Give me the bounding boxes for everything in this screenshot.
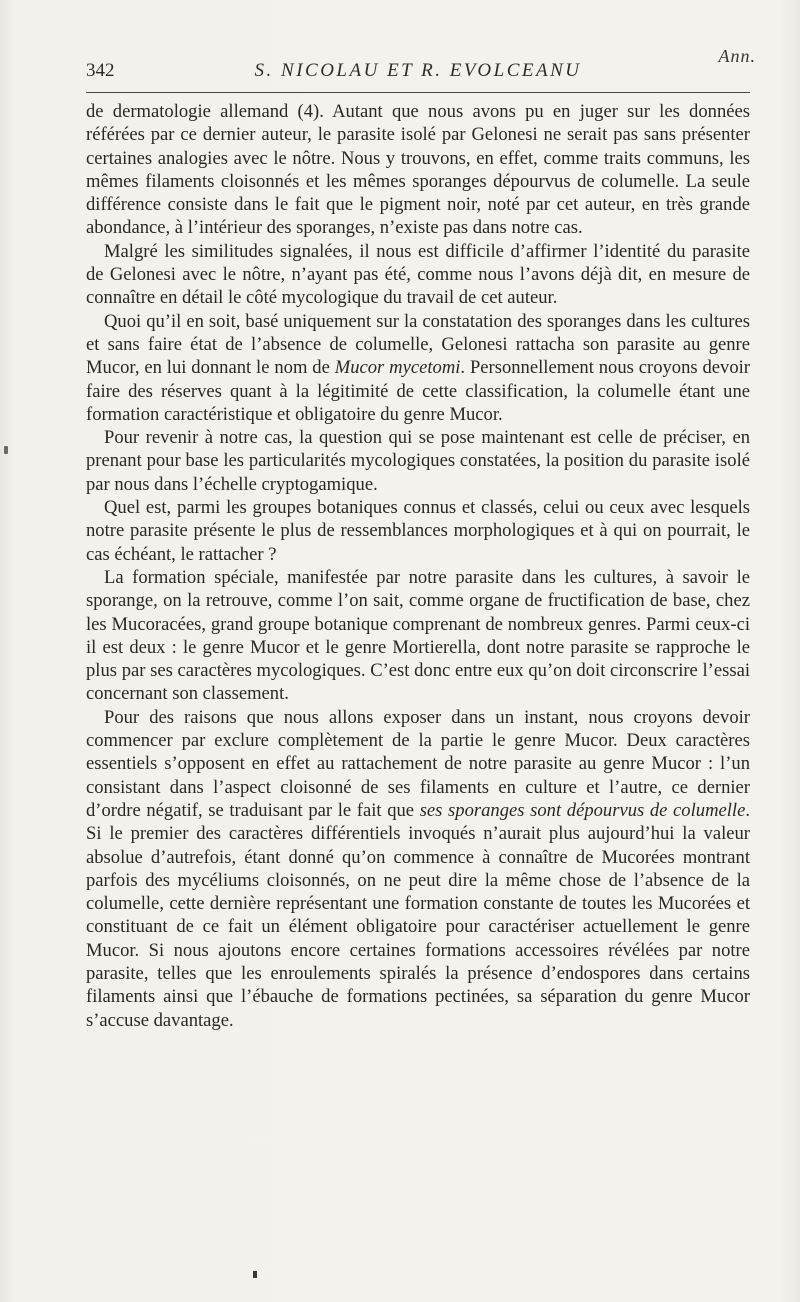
text-run: Quoi qu’il en soit, basé uniquement sur la constatation des sporanges dans les cultures et sans faire état de l’absence de columelle, Gelonesi rattacha son parasite au genre Mucor, en lui donnant le nom de [86,310,750,379]
paragraph [86,496,750,566]
running-title: S. NICOLAU ET R. EVOLCEANU [254,60,582,81]
italic-run: Mucor mycetomi [334,357,461,379]
text-run: Quel est, parmi les groupes botaniques connus et classés, celui ou ceux avec lesquels notre parasite présente le plus de ressemblances morphologiques et à qui on pourrait, le cas échéant, le rattacher ? [86,497,750,565]
paragraph [86,310,750,426]
margin-mark [4,446,8,454]
text-run: . Si le premier des caractères différentiels invoqués n’aurait plus aujourd’hui la valeur absolue d’autrefois, étant donné qu’on commence à connaître de Mucorées montrant parfois des mycéliums cloisonnés, on ne peut dire la même chose de l’absence de la columelle, cette dernière représentant une formation constante de toutes les Mucorées et constituant de ce fait un élément obligatoire pour caractériser actuellement le genre Mucor. Si nous ajoutons encore certaines formations accessoires révélées par notre parasite, telles que les enroulements spiralés la présence d’endospores dans certains filaments ainsi que l’ébauche de formations pectinées, sa séparation du genre Mucor s’accuse davantage. [86,799,750,1031]
paragraph [86,426,750,496]
text-run: La formation spéciale, manifestée par notre parasite dans les cultures, à savoir le sporange, on la retrouve, comme l’on sait, comme organe de fructification de base, chez les Mucoracées, grand groupe botanique comprenant de nombreux genres. Parmi ceux-ci il est deux : le genre Mucor et le genre Mortierella, dont notre parasite se rapproche le plus par ses caractères mycologiques. C’est donc entre eux qu’on doit circonscrire l’essai concernant son classement. [86,566,750,705]
text-run: . Personnellement nous croyons devoir faire des réserves quant à la légitimité de cette classification, la columelle étant une formation caractéristique et obligatoire du genre Mucor. [86,357,750,425]
paragraph [86,100,750,240]
header-rule [86,92,750,93]
text-run: de dermatologie allemand (4). Autant que nous avons pu en juger sur les données référées par ce dernier auteur, le parasite isolé par Gelonesi ne serait pas sans présenter certaines analogies avec le nôtre. Nous y trouvons, en effet, comme traits communs, les mêmes filaments cloisonnés et les mêmes sporanges dépourvus de columelle. La seule différence consiste dans le fait que le pigment noir, noté par cet auteur, en très grande abondance, à l’intérieur des sporanges, n’existe pas dans notre cas. [86,101,750,239]
text-run: Malgré les similitudes signalées, il nous est difficile d’affirmer l’identité du parasite de Gelonesi avec le nôtre, n’ayant pas été, comme nous l’avons déjà dit, en mesure de connaître en détail le côté mycologique du travail de cet auteur. [86,240,750,309]
text-run: Pour des raisons que nous allons exposer dans un instant, nous croyons devoir commencer par exclure complètement de la partie le genre Mucor. Deux caractères essentiels s’opposent en effet au rattachement de notre parasite au genre Mucor : l’un consistant dans l’aspect cloisonné de ses filaments en culture et l’autre, ce dernier d’ordre négatif, se traduisant par le fait que [86,706,750,821]
paragraph [86,706,750,1032]
page-header [86,60,750,90]
bottom-mark [253,1271,257,1278]
article-body [86,100,750,1032]
page-number: 342 [86,60,115,81]
text-run: Pour revenir à notre cas, la question qui se pose maintenant est celle de préciser, en prenant pour base les particularités mycologiques constatées, la position du parasite isolé par nous dans l’échelle cryptogamique. [86,427,750,495]
journal-abbreviation: Ann. [718,46,756,66]
paragraph [86,566,750,706]
paragraph [86,240,750,310]
italic-run: ses sporanges sont dépourvus de columelle [419,799,746,821]
